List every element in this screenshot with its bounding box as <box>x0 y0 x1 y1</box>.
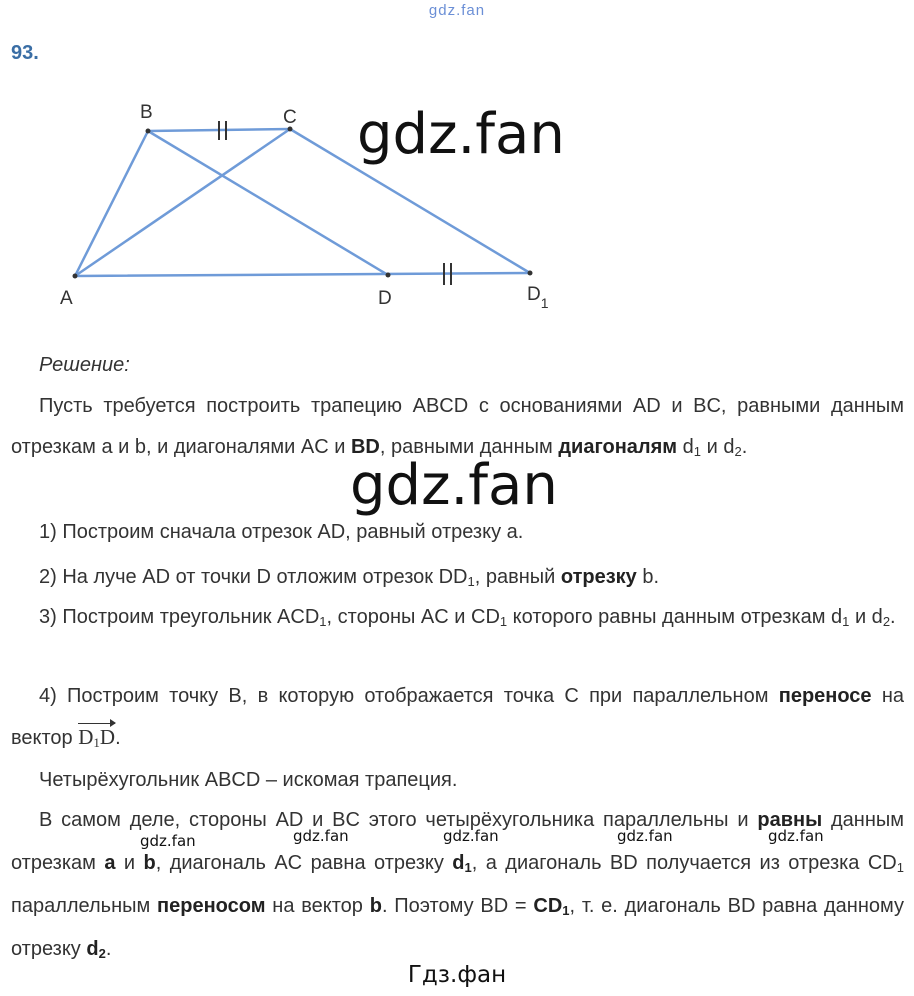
proof-paragraph: В самом деле, стороны AD и BC этого четырёхугольника параллельны и равны данным отрезкам a и b, диагональ AC равна отрезку $d_1$, а диагональ BD получается из отрезка $CD_1$ параллельным переносом на вектор b. Поэтому BD = $CD_1$, т. е. диагональ BD равна данному отрезку $d_2$. <box>11 809 904 961</box>
watermark-large-1: gdz.fan <box>357 102 565 167</box>
watermark-small-2: gdz.fan <box>293 827 349 845</box>
watermark-small-3: gdz.fan <box>443 827 499 845</box>
label-A: A <box>60 288 73 309</box>
watermark-small-1: gdz.fan <box>140 832 196 850</box>
vector-d1d: $D_1D$ <box>78 725 116 750</box>
segment-AB <box>75 131 148 276</box>
segment-AD1 <box>75 273 530 276</box>
solution-heading: Решение: <box>39 354 130 376</box>
label-B: B <box>140 102 153 123</box>
label-D1: $D_1$ <box>527 284 549 311</box>
watermark-small-5: gdz.fan <box>768 827 824 845</box>
task-number: 93. <box>11 42 39 64</box>
solution-paragraph: Пусть требуется построить трапецию ABCD с основаниями AD и BC, равными данным отрезкам a и b, и диагоналями AC и BD, равными данным диагоналям $d_1$ и $d_2$. <box>11 395 904 459</box>
diagonal-BD <box>148 131 388 275</box>
conclusion: Четырёхугольник ABCD – искомая трапеция. <box>39 769 458 791</box>
watermark-small-4: gdz.fan <box>617 827 673 845</box>
label-D: D <box>378 288 392 309</box>
step-4: 4) Построим точку B, в которую отображается точка C при параллельном переносе на вектор $D_1D$. <box>11 685 904 750</box>
bottom-watermark: Гдз.фан <box>407 962 507 988</box>
watermark-large-2: gdz.fan <box>350 453 558 518</box>
step-1: 1) Построим сначала отрезок AD, равный отрезку a. <box>39 521 524 543</box>
label-C: C <box>283 107 297 128</box>
step-2: 2) На луче AD от точки D отложим отрезок $DD_1$, равный отрезку b. <box>39 566 660 589</box>
top-watermark: gdz.fan <box>428 2 486 19</box>
step-3: 3) Построим треугольник $ACD_1$, стороны AC и $CD_1$ которого равны данным отрезкам $d_1$ и $d_2$. <box>39 606 896 629</box>
